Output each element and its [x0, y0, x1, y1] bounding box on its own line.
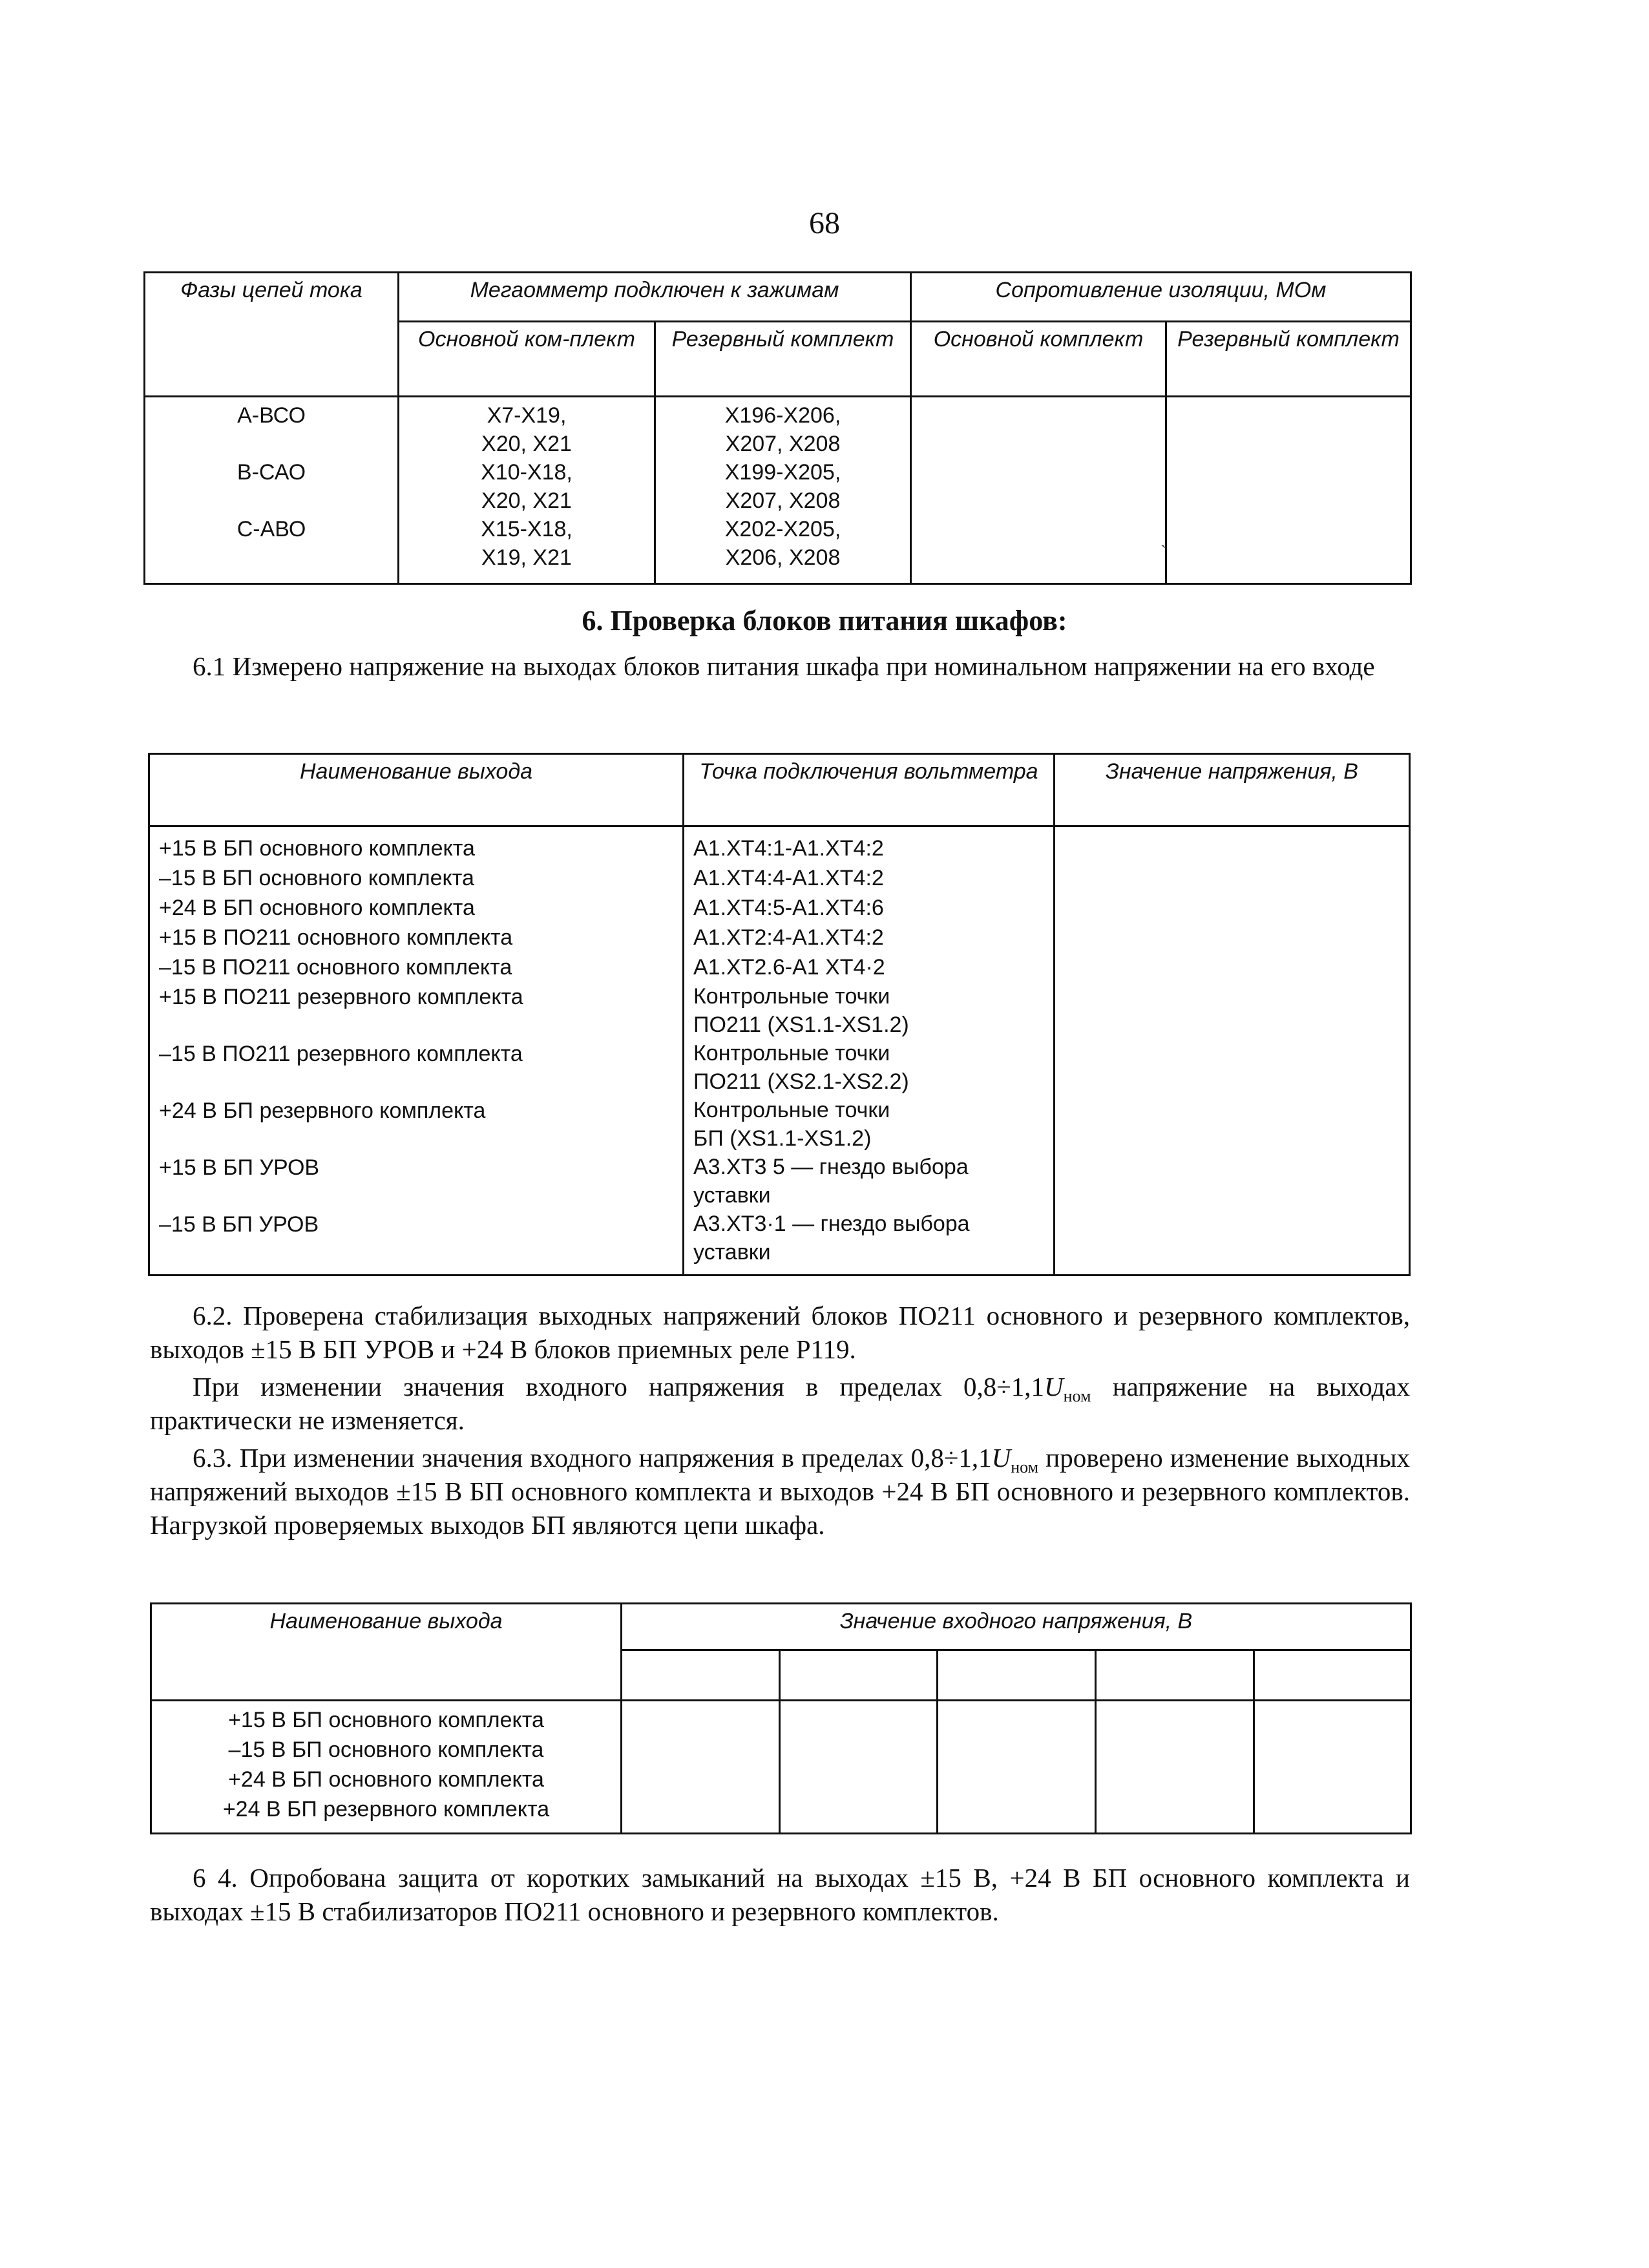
phase-cell: С-АВО: [236, 517, 306, 541]
paragraph-6-4: [150, 1861, 1410, 1928]
empty-cell: [1096, 1701, 1254, 1834]
output-name: +24 В БП резервного комплекта: [159, 1098, 486, 1123]
empty-cell: [1254, 1650, 1411, 1701]
header-phases: Фазы цепей тока: [145, 273, 399, 397]
connection-point: А1.ХТ2:4-А1.ХТ4:2: [693, 925, 884, 950]
header-resistance: Сопротивление изоляции, МОм: [911, 273, 1411, 322]
main-terminals: Х19, Х21: [481, 545, 572, 570]
output-name: –15 В БП основного комплекта: [228, 1738, 544, 1762]
table-row: [151, 1701, 1411, 1834]
paragraph-6-1: [150, 649, 1410, 683]
header-input-voltage: Значение входного напряжения, В: [622, 1604, 1411, 1650]
header-point: Точка подключения вольтметра: [684, 754, 1055, 826]
reserve-terminals: Х202-Х205,: [724, 517, 841, 541]
output-name: –15 В ПО211 основного комплекта: [159, 955, 512, 980]
empty-cell: [938, 1701, 1096, 1834]
empty-cell: [1166, 397, 1411, 584]
reserve-terminals: Х207, Х208: [725, 432, 841, 456]
insulation-table: [143, 271, 1412, 585]
connection-point: БП (ХS1.1-ХS1.2): [693, 1126, 872, 1151]
reserve-terminals: Х206, Х208: [725, 545, 841, 570]
empty-cell: [1055, 826, 1410, 1276]
empty-cell: [938, 1650, 1096, 1701]
connection-point: А1.ХТ4:5-А1.ХТ4:6: [693, 896, 884, 920]
empty-cell: [622, 1701, 780, 1834]
reserve-terminals: Х207, Х208: [725, 488, 841, 513]
empty-cell: [622, 1650, 780, 1701]
phase-cell: А-ВСО: [237, 403, 306, 428]
stray-mark: ˎ: [1161, 529, 1167, 549]
header-reserve-kit: Резервный комплект: [655, 322, 911, 397]
connection-point: ПО211 (ХS1.1-ХS1.2): [693, 1013, 909, 1037]
empty-cell: [1254, 1701, 1411, 1834]
output-name: –15 В БП основного комплекта: [159, 866, 474, 890]
connection-point: Контрольные точки: [693, 1041, 890, 1066]
header-output: Наименование выхода: [151, 1604, 622, 1701]
paragraph-6-2-note: При изменении значения входного напряжения в пределах $0,8\div 1,1U_{ном}$ напряжение на выходах практически не изменяется.: [150, 1372, 1411, 1435]
table-body: [149, 826, 1410, 1276]
paragraph-6-2: [150, 1299, 1410, 1542]
header-main-kit-resistance: Основной комплект: [911, 322, 1166, 397]
output-name: +15 В БП УРОВ: [159, 1155, 320, 1180]
connection-point: А1.ХТ4:4-А1.ХТ4:2: [693, 866, 884, 890]
paragraph-6-2-text: 6.2. Проверена стабилизация выходных напряжений блоков ПО211 основного и резервного комплектов, выходов ±15 В БП УРОВ и +24 В блоков приемных реле Р119.: [150, 1301, 1410, 1364]
main-terminals: Х20, Х21: [481, 488, 572, 513]
voltage-table: [148, 753, 1411, 1276]
output-name: +15 В ПО211 резервного комплекта: [159, 985, 523, 1009]
main-terminals: Х15-Х18,: [481, 517, 572, 541]
output-name: +24 В БП резервного комплекта: [222, 1797, 550, 1822]
header-megger: Мегаомметр подключен к зажимам: [399, 273, 911, 322]
output-name: –15 В ПО211 резервного комплекта: [159, 1042, 523, 1066]
output-name: +15 В БП основного комплекта: [228, 1708, 544, 1732]
empty-cell: [780, 1701, 938, 1834]
phase-cell: В-САО: [236, 460, 306, 485]
connection-point: А3.ХТ3·1 — гнездо выбора: [693, 1212, 970, 1236]
table-row: [145, 397, 1411, 584]
main-terminals: Х20, Х21: [481, 432, 572, 456]
paragraph-6-3: 6.3. При изменении значения входного напряжения в пределах $0,8\div 1,1U_{ном}$ проверено изменение выходных напряжений выходов ±15 В БП основного комплекта и выходов +24 В БП основного и резервного комплектов. Нагрузкой проверяемых выходов БП являются цепи шкафа.: [150, 1443, 1411, 1540]
reserve-terminals: Х196-Х206,: [724, 403, 841, 428]
header-value: Значение напряжения, В: [1055, 754, 1410, 826]
output-name: +24 В БП основного комплекта: [228, 1767, 544, 1792]
empty-cell: [911, 397, 1166, 584]
connection-point: уставки: [693, 1240, 771, 1265]
output-name: +15 В БП основного комплекта: [159, 836, 475, 861]
section-heading: 6. Проверка блоков питания шкафов:: [582, 605, 1067, 636]
connection-point: А1.ХТ4:1-А1.ХТ4:2: [693, 836, 884, 861]
paragraph-6-4-text: 6 4. Опробована защита от коротких замыканий на выходах ±15 В, +24 В БП основного комплекта и выходах ±15 В стабилизаторов ПО211 основного и резервного комплектов.: [150, 1863, 1410, 1926]
input-voltage-table: [150, 1602, 1412, 1834]
page-number: 68: [809, 206, 840, 240]
reserve-terminals: Х199-Х205,: [724, 460, 841, 485]
output-name: –15 В БП УРОВ: [159, 1212, 319, 1237]
connection-point: Контрольные точки: [693, 984, 890, 1009]
header-reserve-kit-resistance: Резервный комплект: [1166, 322, 1411, 397]
output-name: +15 В ПО211 основного комплекта: [159, 925, 513, 950]
connection-point: Контрольные точки: [693, 1098, 890, 1122]
paragraph-6-1-text: 6.1 Измерено напряжение на выходах блоков питания шкафа при номинальном напряжении на его входе: [193, 651, 1375, 681]
main-terminals: Х10-Х18,: [481, 460, 572, 485]
connection-point: А1.ХТ2.6-А1 ХТ4·2: [693, 955, 885, 980]
connection-point: уставки: [693, 1183, 771, 1208]
connection-point: ПО211 (ХS2.1-ХS2.2): [693, 1069, 909, 1094]
header-output: Наименование выхода: [149, 754, 684, 826]
connection-point: А3.ХТ3 5 — гнездо выбора: [693, 1155, 969, 1179]
empty-cell: [1096, 1650, 1254, 1701]
empty-cell: [780, 1650, 938, 1701]
main-terminals: Х7-Х19,: [487, 403, 567, 428]
output-name: +24 В БП основного комплекта: [159, 896, 475, 920]
header-main-kit: Основной ком-плект: [399, 322, 655, 397]
